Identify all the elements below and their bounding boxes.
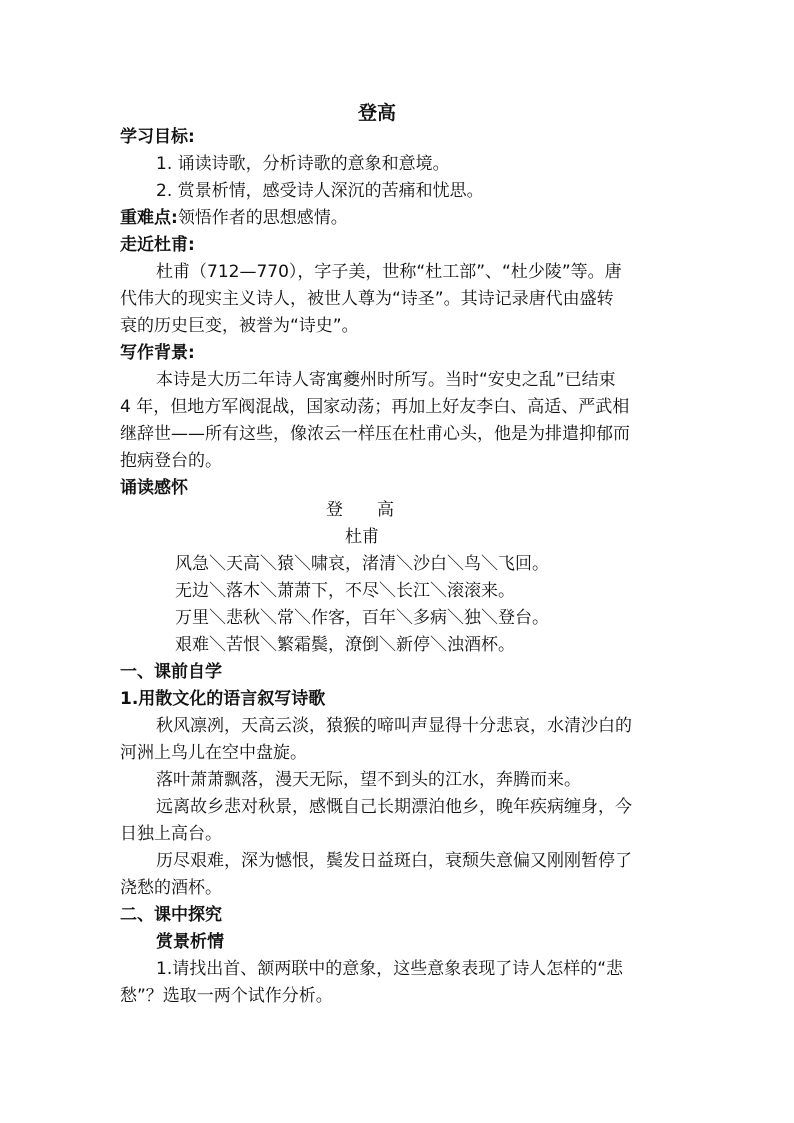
question-line-1: 1.请找出首、颔两联中的意象，这些意象表现了诗人怎样的“悲	[156, 959, 624, 979]
background-line-3: 继辞世——所有这些，像浓云一样压在杜甫心头，他是为排遣抑郁而	[120, 424, 630, 444]
author-line-2: 代伟大的现实主义诗人，被世人尊为“诗圣”。其诗记录唐代由盛转	[120, 289, 614, 309]
prose-line-5: 日独上高台。	[120, 824, 222, 844]
key-point	[120, 205, 348, 231]
prose-line-2: 河洲上鸟儿在空中盘旋。	[120, 743, 307, 763]
objectives-heading: 学习目标:	[120, 127, 195, 147]
poem-line-2: 无边＼落木＼萧萧下，不尽＼长江＼滚滚来。	[175, 581, 515, 601]
section2-subheading: 赏景析情	[156, 932, 224, 952]
objective-item-1: 1. 诵读诗歌，分析诗歌的意象和意境。	[156, 154, 450, 174]
poem-title	[326, 497, 394, 523]
objective-item-2: 2. 赏景析情，感受诗人深沉的苦痛和忧思。	[156, 181, 484, 201]
prose-line-3: 落叶萧萧飘落，漫天无际，望不到头的江水，奔腾而来。	[156, 770, 581, 790]
poem-line-4: 艰难＼苦恨＼繁霜鬓，潦倒＼新停＼浊酒杯。	[175, 635, 515, 655]
background-line-2: 4 年，但地方军阀混战，国家动荡；再加上好友李白、高适、严武相	[120, 397, 630, 417]
section1-subheading: 1.用散文化的语言叙写诗歌	[120, 689, 326, 709]
poem-title-char-2: 高	[377, 500, 394, 520]
question-line-2: 愁”？选取一两个试作分析。	[120, 986, 333, 1006]
prose-line-7: 浇愁的酒杯。	[120, 878, 222, 898]
key-point-label: 重难点:	[120, 208, 178, 228]
author-heading: 走近杜甫:	[120, 235, 195, 255]
prose-line-1: 秋风凛冽，天高云淡，猿猴的啼叫声显得十分悲哀，水清沙白的	[156, 716, 632, 736]
poem-author: 杜甫	[345, 527, 379, 547]
prose-line-4: 远离故乡悲对秋景，感慨自己长期漂泊他乡，晚年疾病缠身，今	[156, 797, 632, 817]
background-line-1: 本诗是大历二年诗人寄寓夔州时所写。当时“安史之乱”已结束	[156, 370, 616, 390]
background-line-4: 抱病登台的。	[120, 451, 222, 471]
poem-line-3: 万里＼悲秋＼常＼作客，百年＼多病＼独＼登台。	[175, 608, 549, 628]
author-line-3: 衰的历史巨变，被誉为“诗史”。	[120, 316, 359, 336]
prose-line-6: 历尽艰难，深为憾恨，鬓发日益斑白，衰颓失意偏又刚刚暂停了	[156, 851, 632, 871]
section1-heading: 一、课前自学	[120, 662, 222, 682]
background-heading: 写作背景:	[120, 343, 195, 363]
key-point-text: 领悟作者的思想感情。	[177, 208, 348, 228]
poem-title-char-1: 登	[326, 500, 343, 520]
section2-heading: 二、课中探究	[120, 905, 222, 925]
recite-heading: 诵读感怀	[120, 478, 188, 498]
poem-line-1: 风急＼天高＼猿＼啸哀，渚清＼沙白＼鸟＼飞回。	[175, 554, 549, 574]
page-title: 登高	[357, 102, 396, 124]
author-line-1: 杜甫（712—770），字子美，世称“杜工部”、“杜少陵”等。唐	[156, 262, 622, 282]
